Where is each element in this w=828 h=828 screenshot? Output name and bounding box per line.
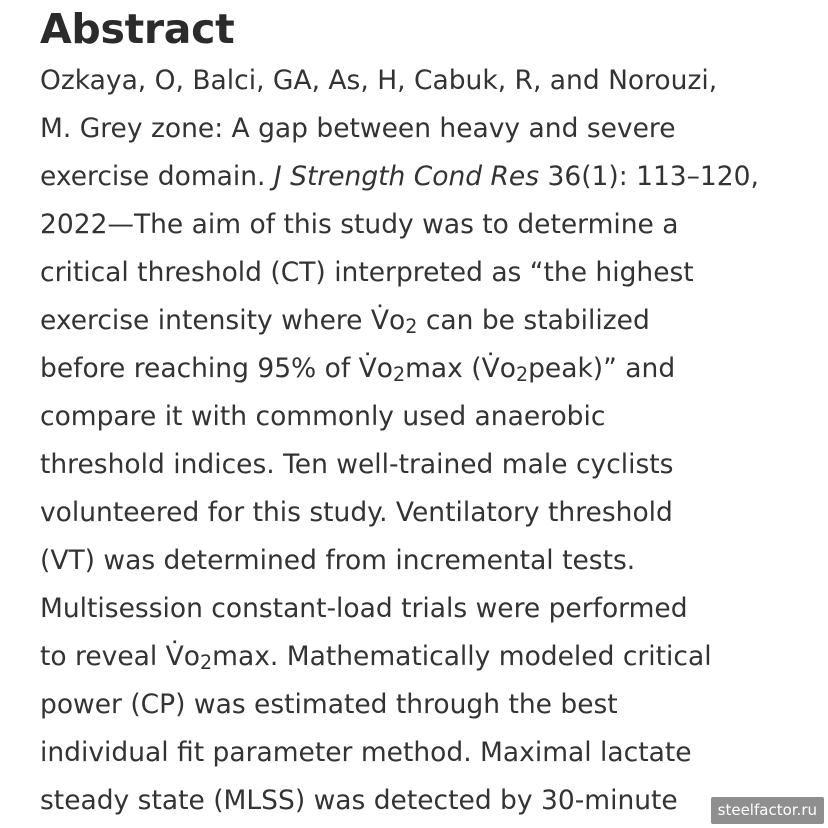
abstract-line (40, 633, 828, 681)
abstract-text (40, 57, 828, 825)
vo2-symbol: V̇o (370, 305, 406, 336)
abstract-line: M. Grey zone: A gap between heavy and severe (40, 113, 676, 144)
vo2-symbol: V̇o (481, 353, 516, 384)
line-text: max. Mathematically modeled critical (212, 641, 712, 672)
subscript: 2 (515, 364, 529, 387)
line-text: 36(1): 113–120, (539, 161, 759, 192)
abstract-line: critical threshold (CT) interpreted as “the highest (40, 257, 694, 288)
abstract-line: 2022—The aim of this study was to determine a (40, 209, 679, 240)
line-text: exercise domain. (40, 161, 274, 192)
abstract-line: power (CP) was estimated through the best (40, 689, 618, 720)
line-text: before reaching 95% of (40, 353, 359, 384)
abstract-line (40, 153, 828, 201)
section-heading: Abstract (40, 5, 235, 53)
abstract-line: volunteered for this study. Ventilatory threshold (40, 497, 673, 528)
abstract-line (40, 297, 828, 345)
abstract-line: Multisession constant-load trials were performed (40, 593, 688, 624)
abstract-line: individual fit parameter method. Maximal lactate (40, 737, 692, 768)
vo2-symbol: V̇o (358, 353, 393, 384)
line-text: can be stabilized (417, 305, 650, 336)
abstract-line: (VT) was determined from incremental tests. (40, 545, 636, 576)
line-text: to reveal (40, 641, 166, 672)
subscript: 2 (392, 364, 406, 387)
abstract-line: Ozkaya, O, Balci, GA, As, H, Cabuk, R, and Norouzi, (40, 65, 718, 96)
abstract-line: compare it with commonly used anaerobic (40, 401, 606, 432)
abstract-line: steady state (MLSS) was detected by 30-minute (40, 785, 678, 816)
subscript: 2 (200, 652, 213, 675)
line-text: peak)” and (528, 353, 676, 384)
journal-name: J Strength Cond Res (273, 161, 540, 192)
vo2-symbol: V̇o (165, 641, 200, 672)
abstract-line: threshold indices. Ten well-trained male cyclists (40, 449, 674, 480)
line-text: max ( (405, 353, 482, 384)
subscript: 2 (405, 316, 418, 339)
watermark-badge: steelfactor.ru (711, 797, 824, 824)
line-text: exercise intensity where (40, 305, 371, 336)
abstract-line (40, 345, 828, 393)
